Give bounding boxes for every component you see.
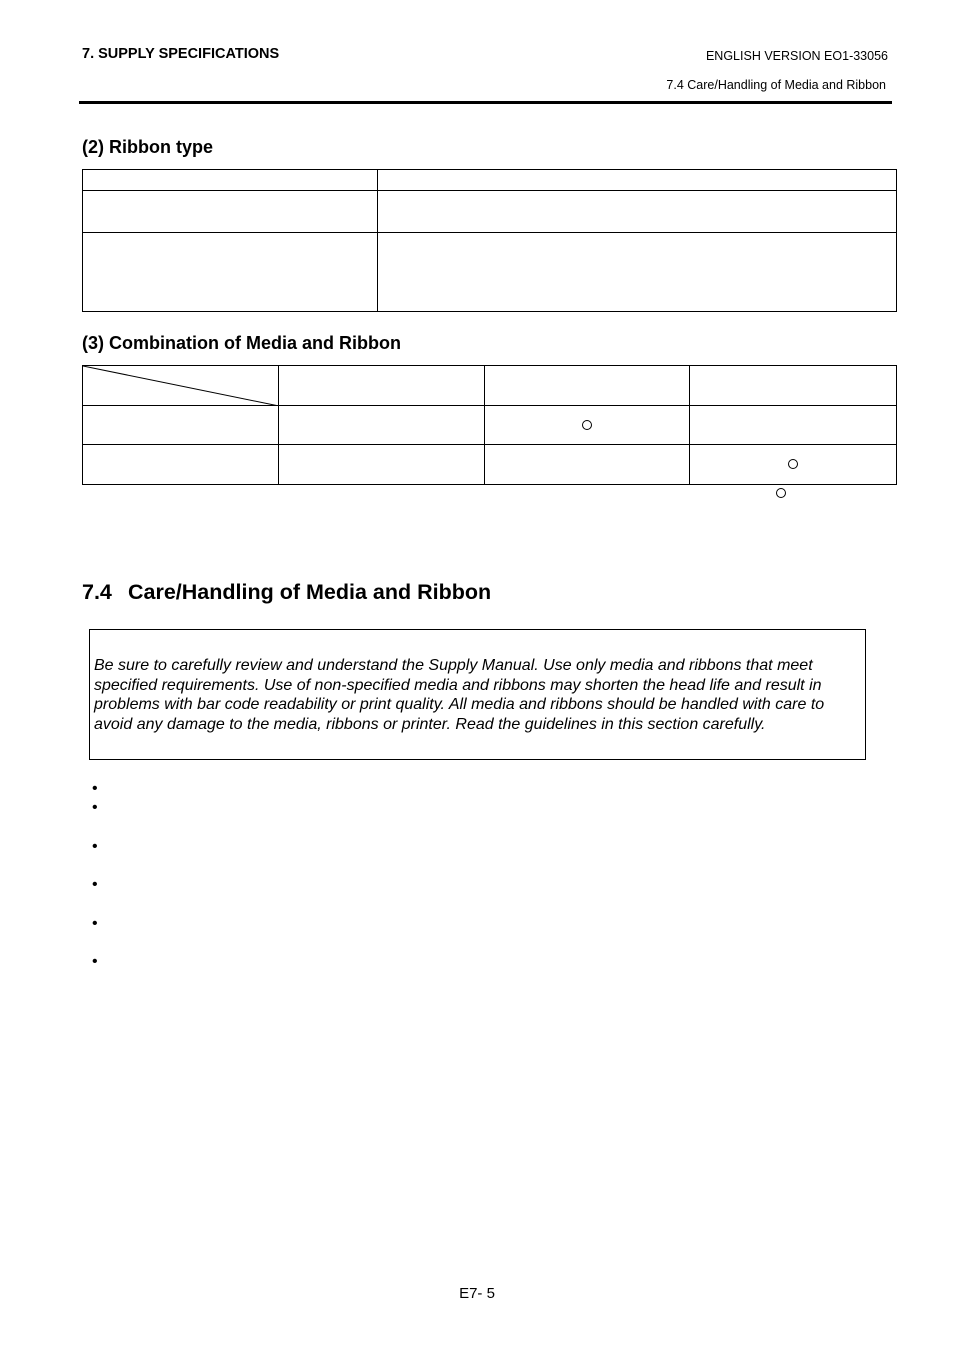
combination-table <box>82 365 897 485</box>
table-cell <box>485 366 690 406</box>
table-row <box>83 445 897 485</box>
bullet-icon: • <box>92 838 98 855</box>
care-notice-box <box>89 629 866 760</box>
table-cell <box>83 170 378 191</box>
ribbon-type-table <box>82 169 897 312</box>
care-section-heading <box>82 580 491 605</box>
table-cell <box>83 406 279 445</box>
bullet-icon: • <box>92 799 98 816</box>
header-version: ENGLISH VERSION EO1-33056 <box>705 49 888 63</box>
header-divider <box>79 101 892 104</box>
page-number: E7- 5 <box>459 1285 495 1302</box>
diagonal-divider <box>83 366 279 406</box>
bullet-icon: • <box>92 780 98 797</box>
table-cell <box>279 406 485 445</box>
table-cell <box>690 445 897 485</box>
table-cell <box>485 445 690 485</box>
table-cell <box>279 366 485 406</box>
table-cell <box>83 445 279 485</box>
compatible-mark-icon <box>582 420 592 430</box>
bullet-icon: • <box>92 953 98 970</box>
table-cell <box>378 233 897 312</box>
ribbon-type-heading: (2) Ribbon type <box>82 137 213 157</box>
table-row <box>83 233 897 312</box>
care-section-number: 7.4 <box>82 580 112 604</box>
care-section-title: Care/Handling of Media and Ribbon <box>128 580 492 604</box>
table-cell <box>690 406 897 445</box>
care-notice-text: Be sure to carefully review and understand the Supply Manual. Use only media and ribbons that meet specified requirements. Use of non-specified media and ribbons may shorten the head life and result in problems with bar code readability or print quality. All media and ribbons should be handled with care to avoid any damage to the media, ribbons or printer. Read the guidelines in this section carefully. <box>94 657 825 733</box>
table-corner-cell <box>83 366 279 406</box>
combination-heading: (3) Combination of Media and Ribbon <box>82 333 401 353</box>
header-subsection: 7.4 Care/Handling of Media and Ribbon <box>666 78 886 92</box>
header-section-title: 7. SUPPLY SPECIFICATIONS <box>82 46 280 62</box>
table-cell <box>690 366 897 406</box>
bullet-icon: • <box>92 915 98 932</box>
table-cell <box>378 191 897 233</box>
table-row <box>83 406 897 445</box>
table-cell <box>83 191 378 233</box>
table-row <box>83 191 897 233</box>
table-row <box>83 170 897 191</box>
table-cell <box>378 170 897 191</box>
table-row <box>83 366 897 406</box>
table-cell <box>83 233 378 312</box>
table-cell <box>279 445 485 485</box>
bullet-icon: • <box>92 876 98 893</box>
compatible-mark-icon <box>788 459 798 469</box>
table-cell <box>485 406 690 445</box>
compatible-mark-icon <box>776 488 786 498</box>
